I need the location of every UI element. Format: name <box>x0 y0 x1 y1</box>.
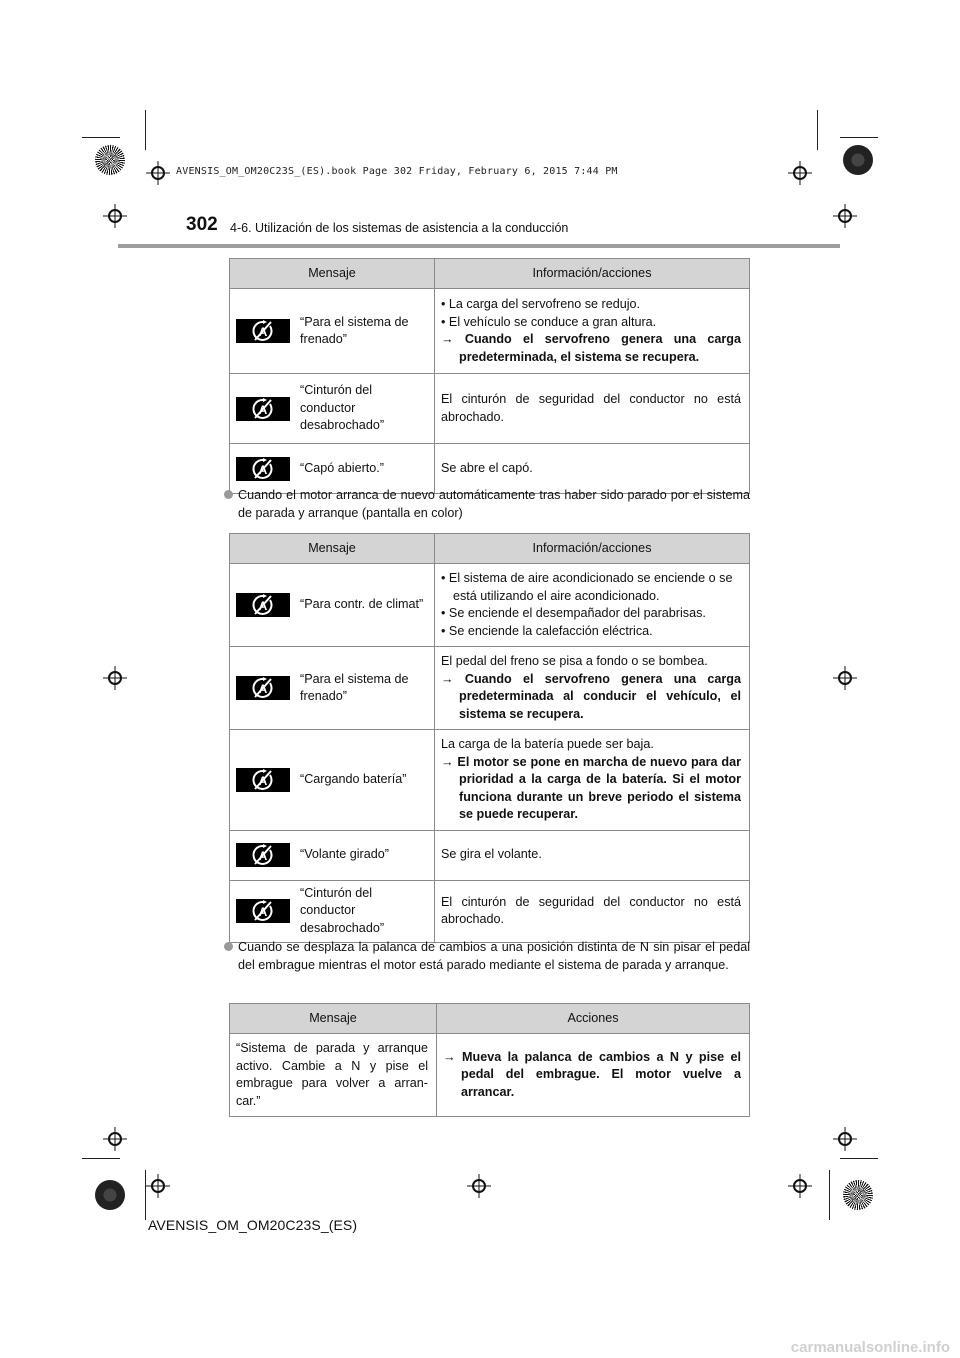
table-row <box>230 374 750 444</box>
registration-crosshair-icon <box>833 666 857 690</box>
info-bullet: • Se enciende la calefacción eléctrica. <box>441 623 653 638</box>
info-text: El pedal del freno se pisa a fondo o se bombea. <box>441 654 708 668</box>
message-table-3 <box>229 1003 750 1117</box>
table-row <box>230 830 750 880</box>
table-row <box>230 880 750 942</box>
page-number: 302 <box>186 214 218 235</box>
info-bullet: • Se enciende el desempañador del parabrisas. <box>441 606 706 620</box>
info-action: → Cuando el servofreno genera una carga predeterminada al conducir el vehículo, el sistema se recupera. <box>441 671 741 721</box>
info-bullet: • El vehículo se conduce a gran altura. <box>441 314 657 329</box>
registration-crosshair-icon <box>788 1174 812 1198</box>
message-text: “Volante girado” <box>300 847 389 862</box>
message-text: “Cinturón del conductor desabrochado” <box>300 885 385 935</box>
info-action: → Cuando el servofreno genera una carga predeterminada, el sistema se recupera. <box>441 332 741 364</box>
stop-start-off-icon <box>236 397 290 421</box>
registration-crosshair-icon <box>467 1174 491 1198</box>
registration-rosette-icon <box>843 1180 873 1210</box>
message-text: “Para el sistema de frenado” <box>300 671 409 703</box>
message-text: “Capó abierto.” <box>300 460 384 475</box>
table-row <box>230 730 750 831</box>
stop-start-off-icon <box>236 319 290 343</box>
info-bullet: • La carga del servofreno se redujo. <box>441 297 641 311</box>
registration-crosshair-icon <box>146 1174 170 1198</box>
info-text: El cinturón de seguridad del conductor no está abrochado. <box>441 894 741 926</box>
column-header-message: Mensaje <box>230 1004 437 1034</box>
registration-crosshair-icon <box>833 1127 857 1151</box>
message-text: “Cinturón del conductor desabrochado” <box>300 383 385 433</box>
message-table-2 <box>229 533 750 943</box>
registration-rosette-icon <box>843 145 873 175</box>
header-rule <box>118 244 840 248</box>
watermark-text: carmanualsonline.info <box>790 1339 950 1356</box>
table-row <box>230 564 750 647</box>
info-action: → Mueva la palanca de cambios a N y pise el pedal del embrague. El motor vuelve a arrancar. <box>443 1049 741 1099</box>
column-header-info: Información/acciones <box>435 259 750 289</box>
paragraph-gear-condition: Cuando se desplaza la palanca de cambios a una posición distinta de N sin pisar el pedal del embrague mientras el motor está parado mediante el sistema de parada y arranque. <box>224 938 750 974</box>
registration-crosshair-icon <box>103 204 127 228</box>
registration-crosshair-icon <box>833 204 857 228</box>
stop-start-off-icon <box>236 457 290 481</box>
footer-manual-code: AVENSIS_OM_OM20C23S_(ES) <box>148 1217 358 1233</box>
message-text: “Cargando batería” <box>300 772 407 786</box>
table-row <box>230 289 750 374</box>
stop-start-off-icon <box>236 899 290 923</box>
registration-crosshair-icon <box>146 161 170 185</box>
info-text: Se abre el capó. <box>441 460 533 475</box>
paragraph-restart-condition: Cuando el motor arranca de nuevo automáticamente tras haber sido parado por el sistema de parada y arranque (pantalla en color) <box>224 486 750 522</box>
info-action: → El motor se pone en marcha de nuevo para dar prioridad a la carga de la batería. Si el motor funciona durante un breve periodo el sistema se puede recuperar. <box>441 754 741 821</box>
message-text: “Para el sistema de frenado” <box>300 314 409 346</box>
registration-rosette-icon <box>95 145 125 175</box>
column-header-info: Información/acciones <box>435 534 750 564</box>
registration-crosshair-icon <box>788 161 812 185</box>
info-text: Se gira el volante. <box>441 847 542 862</box>
info-bullet: • El sistema de aire acondicionado se enciende o se está utilizando el aire acondicionado. <box>441 571 733 603</box>
info-text: El cinturón de seguridad del conductor no está abrochado. <box>441 392 741 424</box>
column-header-message: Mensaje <box>230 534 435 564</box>
info-text: La carga de la batería puede ser baja. <box>441 737 654 751</box>
stop-start-off-icon <box>236 768 290 792</box>
section-bullet-icon <box>224 942 233 951</box>
table-row <box>230 1034 750 1117</box>
column-header-message: Mensaje <box>230 259 435 289</box>
chapter-title: 4-6. Utilización de los sistemas de asistencia a la conducción <box>230 221 569 235</box>
registration-crosshair-icon <box>103 666 127 690</box>
registration-rosette-icon <box>95 1180 125 1210</box>
stop-start-off-icon <box>236 843 290 867</box>
stop-start-off-icon <box>236 593 290 617</box>
stop-start-off-icon <box>236 676 290 700</box>
registration-crosshair-icon <box>103 1127 127 1151</box>
message-text: “Para contr. de climat” <box>300 597 424 612</box>
column-header-actions: Acciones <box>437 1004 750 1034</box>
table-row <box>230 647 750 730</box>
message-table-1 <box>229 258 750 494</box>
book-info-line: AVENSIS_OM_OM20C23S_(ES).book Page 302 Friday, February 6, 2015 7:44 PM <box>176 166 618 177</box>
section-bullet-icon <box>224 490 233 499</box>
message-text: “Sistema de parada y arranque activo. Cambie a N y pise el embrague para volver a arran-car.” <box>236 1041 428 1108</box>
